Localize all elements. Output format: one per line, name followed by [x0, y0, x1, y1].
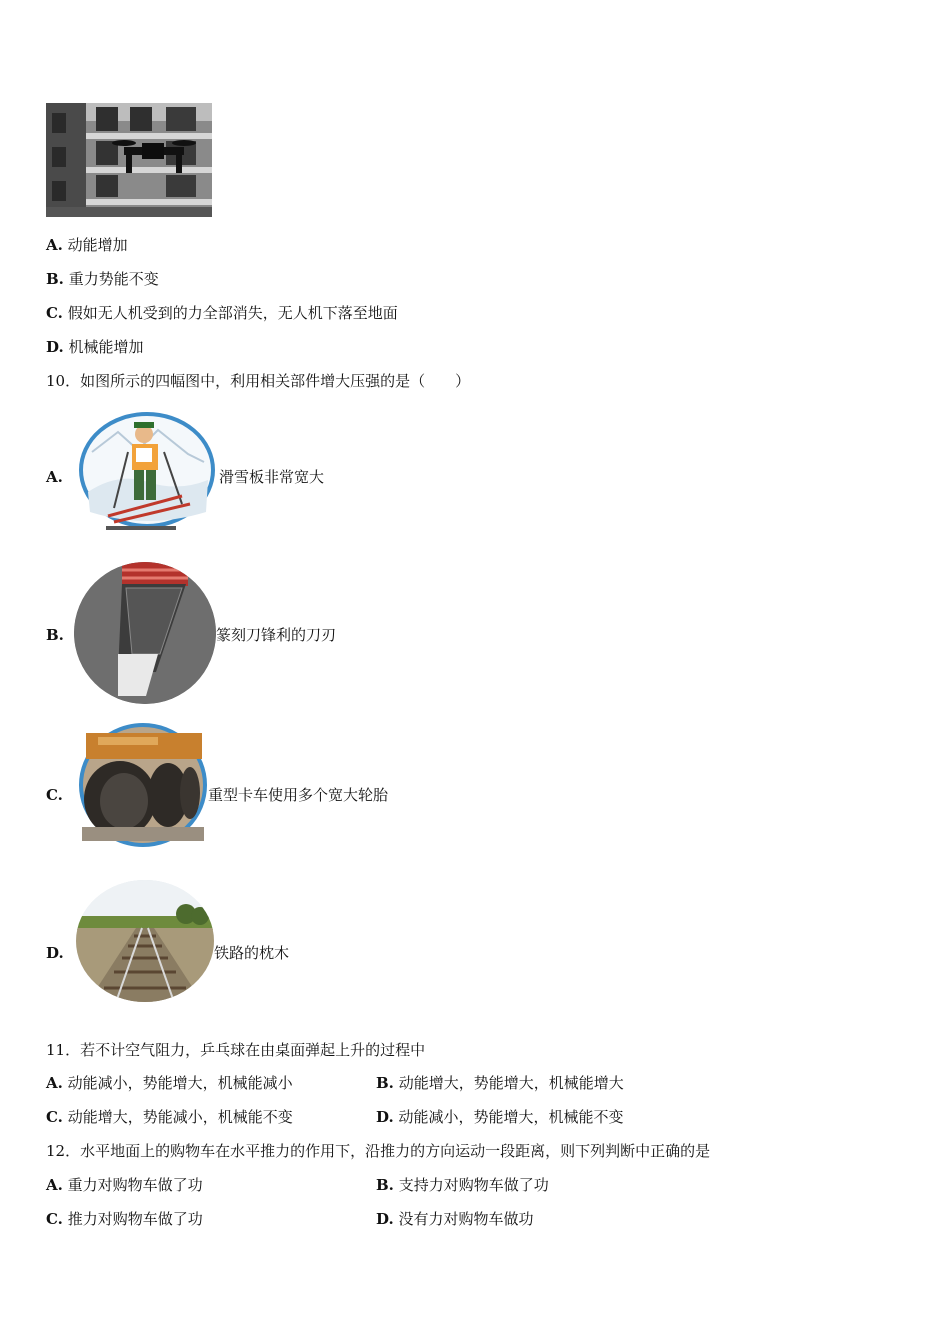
option-letter: B.	[376, 1074, 394, 1092]
option-letter: C.	[46, 304, 63, 322]
q10-option-d-caption: 铁路的枕木	[214, 944, 290, 962]
option-text: 动能增大，势能减小，机械能不变	[67, 1108, 293, 1126]
option-letter: D.	[376, 1210, 394, 1228]
q10-option-c-caption: 重型卡车使用多个宽大轮胎	[208, 786, 389, 804]
truck-tires-image	[78, 723, 208, 847]
q10-option-c-letter: C.	[46, 786, 63, 804]
q11-option-c	[46, 1107, 293, 1127]
option-letter: A.	[46, 236, 63, 254]
option-text: 动能减小，势能增大，机械能不变	[398, 1108, 624, 1126]
option-letter: C.	[46, 1210, 63, 1228]
option-text: 动能增大，势能增大，机械能增大	[398, 1074, 624, 1092]
option-text: 机械能增加	[68, 338, 144, 356]
option-letter: C.	[46, 1108, 63, 1126]
option-text: 推力对购物车做了功	[67, 1210, 203, 1228]
carving-knife-image	[74, 562, 216, 704]
q10-stem: 10．如图所示的四幅图中，利用相关部件增大压强的是（ ）	[46, 372, 471, 390]
q12-option-c	[46, 1209, 203, 1229]
option-text: 支持力对购物车做了功	[398, 1176, 549, 1194]
q12-stem: 12．水平地面上的购物车在水平推力的作用下，沿推力的方向运动一段距离，则下列判断中正确的是	[46, 1142, 711, 1160]
option-text: 重力对购物车做了功	[67, 1176, 203, 1194]
q12-option-d	[376, 1209, 534, 1229]
option-letter: D.	[46, 338, 64, 356]
q10-option-b-caption: 篆刻刀锋利的刀刃	[216, 626, 337, 644]
q11-option-d	[376, 1107, 624, 1127]
q9-option-c	[46, 303, 398, 323]
option-text: 动能增加	[67, 236, 128, 254]
skier-image	[78, 412, 216, 532]
q12-option-b	[376, 1175, 549, 1195]
q11-option-a	[46, 1073, 293, 1093]
option-text: 重力势能不变	[68, 270, 159, 288]
q9-option-a	[46, 235, 128, 255]
q9-option-d	[46, 337, 144, 357]
option-letter: A.	[46, 1176, 63, 1194]
q10-option-a-caption: 滑雪板非常宽大	[219, 468, 325, 486]
option-text: 假如无人机受到的力全部消失，无人机下落至地面	[67, 304, 398, 322]
option-letter: B.	[46, 270, 64, 288]
q12-option-a	[46, 1175, 203, 1195]
railway-sleepers-image	[76, 880, 214, 1002]
q9-option-b	[46, 269, 159, 289]
option-letter: B.	[376, 1176, 394, 1194]
q11-stem: 11．若不计空气阻力，乒乓球在由桌面弹起上升的过程中	[46, 1041, 426, 1059]
option-text: 动能减小，势能增大，机械能减小	[67, 1074, 293, 1092]
option-letter: D.	[376, 1108, 394, 1126]
q11-option-b	[376, 1073, 624, 1093]
option-letter: A.	[46, 1074, 63, 1092]
drone-building-image	[46, 103, 212, 217]
option-text: 没有力对购物车做功	[398, 1210, 534, 1228]
q10-option-a-letter: A.	[46, 468, 63, 486]
q10-option-d-letter: D.	[46, 944, 64, 962]
q10-option-b-letter: B.	[46, 626, 64, 644]
